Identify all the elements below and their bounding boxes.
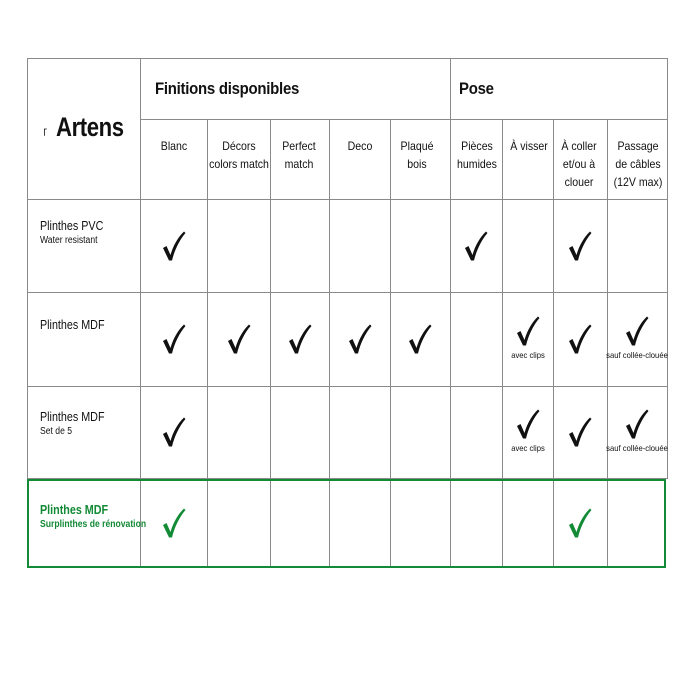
grid-v-7 [502,119,503,479]
col-header-visser: À visser [510,139,548,153]
cell-note: avec clips [510,443,545,453]
row-sub: Surplinthes de rénovation [40,519,147,530]
row-label-mdf-surplinthes [40,502,146,532]
check-icon [625,316,649,346]
row-name: Plinthes MDF [40,410,105,424]
grid-h-row1 [27,199,668,200]
check-icon [516,409,540,439]
section-finitions: Finitions disponibles [155,79,300,98]
row-name: Plinthes MDF [40,318,105,332]
check-icon [162,508,186,538]
col-header-decors: Décors colors match [209,139,269,171]
row-label-pvc [40,218,103,248]
grid-v-6 [450,58,451,479]
col-header-pieces: Pièces humides [457,139,497,171]
check-icon [625,409,649,439]
col-header-coller: À coller et/ou à clouer [561,139,597,189]
row-label-mdf-set [40,409,105,439]
grid-h-row3 [27,386,668,387]
col-header-cables: Passage de câbles (12V max) [613,139,663,189]
grid-v-5 [390,119,391,479]
check-icon [568,508,592,538]
row-label-mdf [40,317,105,333]
grid-v-left [27,58,28,479]
section-pose: Pose [459,79,494,98]
row-sub: Set de 5 [40,426,73,437]
check-icon [227,324,251,354]
row-name: Plinthes PVC [40,219,104,233]
col-header-blanc: Blanc [160,139,188,153]
check-icon [408,324,432,354]
cell-note: avec clips [510,350,545,360]
grid-v-right [667,58,668,479]
col-header-deco: Deco [347,139,373,153]
check-icon [568,417,592,447]
check-icon [288,324,312,354]
row-sub: Water resistant [40,235,98,246]
cell-note: sauf collée-clouée [606,443,668,453]
brand-logo-text: rtens [71,112,124,142]
check-icon [162,324,186,354]
check-icon [568,231,592,261]
col-header-perfect: Perfect match [282,139,316,171]
grid-v-3 [270,119,271,479]
grid-top [27,58,668,59]
check-icon [162,417,186,447]
check-icon [162,231,186,261]
grid-v-1 [140,58,141,479]
brand-wordmark [56,112,124,143]
check-icon [348,324,372,354]
row-name: Plinthes MDF [40,503,109,517]
check-icon [568,324,592,354]
grid-h-header [140,119,668,120]
check-icon [516,316,540,346]
grid-v-4 [329,119,330,479]
grid-v-2 [207,119,208,479]
cell-note: sauf collée-clouée [606,350,668,360]
brand-logo-letter: A [56,112,72,142]
col-header-plaque: Plaqué bois [400,139,434,171]
check-icon [464,231,488,261]
grid-h-row2 [27,292,668,293]
